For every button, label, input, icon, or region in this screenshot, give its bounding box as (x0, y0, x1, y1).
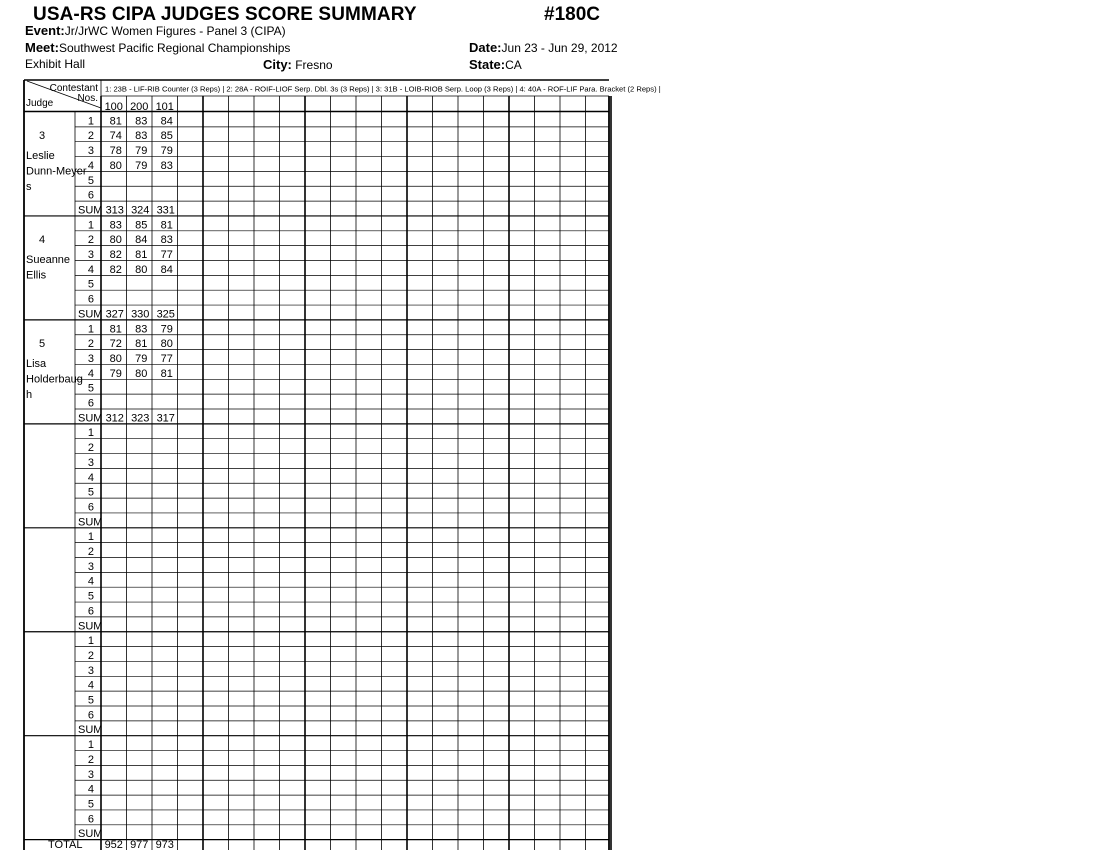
score-cell: 79 (135, 352, 148, 365)
contestant-label: Contestant (49, 83, 98, 94)
score-cell: 81 (135, 249, 148, 261)
score-cell: 77 (160, 249, 173, 261)
sum-row-label: SUM (78, 308, 103, 321)
judge-name: Sueanne (26, 253, 71, 266)
score-cell: 82 (109, 249, 122, 261)
row-number-label: 6 (87, 501, 94, 514)
sum-cell: 313 (105, 204, 124, 217)
score-cell: 83 (109, 219, 122, 232)
score-cell: 83 (160, 159, 173, 172)
row-number-label: 6 (87, 813, 94, 826)
score-cell: 85 (160, 130, 173, 143)
report-title: USA-RS CIPA JUDGES SCORE SUMMARY (33, 4, 417, 25)
score-cell: 84 (135, 234, 148, 247)
row-number-label: 2 (87, 442, 94, 455)
row-number-label: 3 (87, 560, 94, 573)
row-number-label: 5 (87, 694, 94, 707)
judge-label: Judge (26, 98, 54, 109)
score-cell: 81 (160, 219, 173, 232)
event-value: Jr/JrWC Women Figures - Panel 3 (CIPA) (64, 24, 286, 38)
score-cell: 80 (135, 263, 148, 276)
contestant-number: 100 (104, 101, 123, 113)
row-number-label: 6 (87, 605, 94, 618)
score-cell: 80 (109, 159, 122, 172)
row-number-label: 2 (87, 546, 94, 558)
score-cell: 80 (109, 352, 122, 365)
city-value: Fresno (291, 58, 333, 72)
score-cell: 83 (135, 323, 148, 336)
score-cell: 81 (135, 338, 148, 351)
total-label: TOTAL (48, 839, 83, 850)
row-number-label: 2 (87, 234, 94, 247)
city-label: City: (263, 57, 292, 72)
state-value: CA (505, 58, 522, 72)
score-cell: 79 (135, 145, 148, 158)
judge-name: s (26, 181, 32, 193)
row-number-label: 1 (87, 635, 94, 648)
row-number-label: 1 (87, 323, 94, 336)
row-number-label: 5 (87, 486, 94, 499)
score-cell: 81 (109, 115, 122, 128)
row-number-label: 6 (87, 709, 94, 722)
row-number-label: 5 (87, 278, 94, 291)
row-number-label: 3 (87, 352, 94, 365)
row-number-label: 2 (87, 753, 94, 766)
sum-row-label: SUM (78, 620, 103, 633)
row-number-label: 3 (87, 664, 94, 677)
row-number-label: 2 (87, 338, 94, 351)
row-number-label: 3 (87, 456, 94, 469)
sum-cell: 330 (131, 308, 150, 321)
meet-label: Meet: (25, 40, 59, 55)
figures-legend: 1: 23B - LIF-RIB Counter (3 Reps) | 2: 28A - ROIF-LIOF Serp. Dbl. 3s (3 Reps) | 3: 31B - LOIB-RIOB Serp. Loop (3 Reps) | 4: 40A - ROF-LIF Para. Bracket (2 Reps) | (105, 84, 661, 94)
sum-cell: 317 (156, 412, 175, 425)
row-number-label: 6 (87, 189, 94, 202)
contestant-number: 101 (155, 101, 174, 113)
sum-cell: 323 (131, 412, 150, 425)
contestant-number: 200 (130, 101, 149, 113)
score-cell: 79 (160, 145, 173, 158)
sum-cell: 325 (156, 308, 175, 321)
score-cell: 83 (135, 115, 148, 128)
judge-name: Lisa (26, 357, 47, 370)
row-number-label: 1 (87, 219, 94, 232)
score-cell: 79 (160, 323, 173, 336)
row-number-label: 1 (87, 739, 94, 752)
sum-cell: 327 (105, 308, 124, 321)
row-number-label: 2 (87, 649, 94, 662)
score-cell: 72 (109, 338, 122, 351)
score-cell: 81 (160, 367, 173, 380)
total-cell: 973 (155, 839, 174, 850)
judge-name: Dunn-Meyer (26, 165, 87, 178)
row-number-label: 5 (87, 590, 94, 603)
judge-name: Holderbaug (26, 373, 83, 386)
row-number-label: 5 (87, 174, 94, 187)
row-number-label: 1 (87, 115, 94, 128)
score-cell: 81 (109, 323, 122, 336)
score-cell: 85 (135, 219, 148, 232)
score-cell: 80 (160, 338, 173, 351)
sum-row-label: SUM (78, 828, 103, 841)
judge-name: Ellis (26, 269, 47, 282)
score-cell: 80 (109, 234, 122, 247)
score-cell: 79 (109, 367, 122, 380)
row-number-label: 4 (87, 263, 94, 276)
row-number-label: 6 (87, 397, 94, 410)
judge-name: Leslie (26, 150, 55, 162)
row-number-label: 5 (87, 382, 94, 395)
judge-name: h (26, 388, 33, 401)
judge-number: 5 (38, 337, 46, 350)
row-number-label: 4 (87, 679, 94, 692)
score-cell: 79 (135, 159, 148, 172)
row-number-label: 3 (87, 768, 94, 781)
nos-label: Nos. (77, 93, 98, 104)
sum-row-label: SUM (78, 516, 103, 529)
sum-cell: 331 (156, 204, 175, 217)
row-number-label: 4 (87, 575, 94, 588)
row-number-label: 4 (87, 159, 94, 172)
judge-number: 3 (38, 130, 46, 142)
sum-row-label: SUM (78, 204, 103, 217)
score-cell: 83 (160, 234, 173, 247)
total-cell: 952 (104, 839, 123, 850)
judge-number: 4 (38, 233, 46, 246)
total-cell: 977 (130, 839, 149, 850)
row-number-label: 1 (87, 427, 94, 440)
score-cell: 77 (160, 352, 173, 365)
sum-row-label: SUM (78, 724, 103, 737)
sum-cell: 324 (131, 204, 150, 217)
sum-cell: 312 (105, 412, 124, 425)
score-cell: 80 (135, 367, 148, 380)
document-number: #180C (544, 4, 600, 25)
meet-value: Southwest Pacific Regional Championships (58, 41, 291, 55)
state-label: State: (469, 57, 506, 72)
row-number-label: 1 (87, 531, 94, 544)
score-cell: 83 (135, 130, 148, 143)
score-cell: 74 (109, 130, 122, 143)
row-number-label: 3 (87, 145, 94, 158)
row-number-label: 4 (87, 471, 94, 484)
row-number-label: 2 (87, 130, 94, 143)
score-cell: 82 (109, 263, 122, 276)
score-cell: 78 (109, 145, 122, 158)
row-number-label: 4 (87, 367, 94, 380)
date-label: Date: (469, 40, 502, 55)
score-cell: 84 (160, 115, 173, 128)
date-value: Jun 23 - Jun 29, 2012 (501, 41, 618, 55)
venue-value: Exhibit Hall (25, 57, 86, 71)
score-cell: 84 (160, 263, 173, 276)
event-label: Event: (25, 23, 65, 38)
row-number-label: 5 (87, 798, 94, 811)
row-number-label: 4 (87, 783, 94, 796)
row-number-label: 3 (87, 249, 94, 261)
row-number-label: 6 (87, 293, 94, 306)
sum-row-label: SUM (78, 412, 103, 425)
